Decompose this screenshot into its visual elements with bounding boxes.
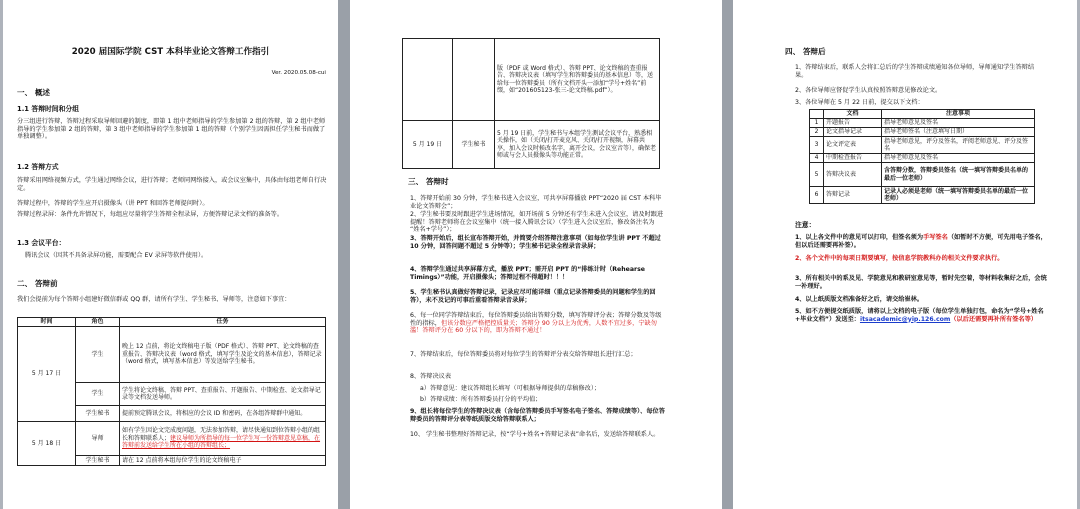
col-header-role: 角色: [76, 318, 120, 327]
role-cell: 导师: [76, 422, 120, 456]
section-3-heading: 三、 答辩时: [408, 177, 449, 186]
list-item: 8、答辩决议表: [410, 373, 452, 380]
col-header-doc: 文档: [824, 110, 882, 119]
role-cell: 学生: [76, 383, 120, 406]
advisor-note-red: 建议导师为所指导的每一位学生写一份答辩意见草稿，在答辩前发送给学生所在小组的答辩组长；: [122, 434, 321, 450]
section-1-1-heading: 1.1 答辩时间和分组: [17, 105, 79, 113]
list-item: 4、答辩学生通过共享屏幕方式，播放 PPT；需开启 PPT 的“排练计时（Rehearse Timings）”功能，开启摄像头；答辩过程不得超时！！！: [410, 266, 645, 281]
note-heading: 注意：: [795, 221, 816, 229]
date-cell: 5 月 18 日: [18, 422, 76, 466]
task-cell: 版（PDF 或 Word 格式）、答辩 PPT、论文终稿的查重报告、答辩决议表（填写学生和答辩委员的基本信息）等，送给每一位答辩委员（所有文档开头一添加“学号+姓名”前缀，如“201605123-张三-论文终稿.pdf”）。: [495, 39, 660, 121]
table-row: 1 开题报告 指导老师意见及签名: [810, 119, 1035, 128]
list-subitem: a）答辩意见：建议答辩组长填写（可根据导师提供的草稿修改）；: [420, 385, 601, 392]
section-1-heading: 一、 概述: [17, 88, 51, 97]
task-cell: 如有学生因论文完成度问题，无法参加答辩，请尽快通知到位答辩小组的组长和答辩联系人；建议导师为所指导的每一位学生写一份答辩意见草稿，在答辩前发送给学生所在小组的答辩组长；: [120, 422, 326, 456]
list-item: 9、组长将每位学生的答辩决议表（含每位答辩委员手写签名电子签名、答辩成绩等）、每位答辩委员的答辩评分表等纸质版交给答辩联系人；: [410, 408, 665, 423]
list-item: 1、答辩结束后，联系人会将汇总后的学生答辩成绩通知各位导师，导师通知学生答辩结果。: [795, 64, 1035, 79]
table-row: 2 论文指导记录 指导老师签名（注意填写日期）: [810, 128, 1035, 137]
col-header-note: 注意事项: [882, 110, 1035, 119]
section-4-heading: 四、 答辩后: [785, 47, 826, 56]
list-item: 2、学生秘书要及时跟进学生进场情况，如开场前 5 分钟还有学生未进入会议室，请及时跟进提醒！答辩老师将在会议室集中（统一接入腾讯会议）（学生进入会议室后，修改备注名为 “姓名+学号”）；: [410, 211, 664, 234]
section-1-2-text-3: 答辩过程录屏：条件允许情况下，每组应尽量将学生答辩全程录屏，方便答辩记录文档的准备等。: [17, 211, 284, 218]
list-item: 3、各位导师在 5 月 22 日前，提交以下文档：: [795, 99, 924, 106]
list-item: 2、各位导师应督促学生认真按照答辩意见修改论文。: [795, 87, 942, 94]
section-1-1-text: 分三组进行答辩，答辩过程采取导师回避的制度，即第 1 组中老师指导的学生参加第 2 组的答辩，第 2 组中老师指导的学生参加第 2 组的答辩，第 3 组中老师指导的学生参加第 1 组的答辩（个别学生因需担任学生秘书而做了单独调整）。: [17, 118, 326, 141]
email-link[interactable]: itsacademic@yip.126.com: [859, 315, 951, 323]
handwritten-signature-red: 手写签名: [923, 234, 948, 241]
task-cell: 请在 12 点前将本组每位学生的论文终稿电子: [120, 456, 326, 466]
role-cell: 学生秘书: [453, 121, 495, 169]
pre-defense-table-continued: [402, 38, 660, 169]
document-page-1: [3, 0, 338, 509]
version-label: Ver. 2020.05.08-cui: [271, 70, 326, 76]
note-item: 4、以上纸质版文档准备好之后，请交给崔林。: [795, 296, 924, 303]
list-item: 1、答辩开始前 30 分钟，学生秘书进入会议室，可共享屏幕播放 PPT“2020 届 CST 本科毕业论文答辩会”；: [410, 195, 662, 210]
table-row: 5 答辩决议表 含答辩分数，答辩委员签名（统一填写答辩委员名单的最后一位老师）: [810, 163, 1035, 187]
role-cell: 学生: [76, 327, 120, 383]
section-2-heading: 二、 答辩前: [17, 279, 58, 288]
list-item: 5、学生秘书认真做好答辩记录，记录应尽可能详细（重点记录答辩委员的问题和学生的回答），未不及记的可事后重看答辩录音录屏；: [410, 289, 656, 304]
date-cell: 5 月 17 日: [18, 327, 76, 422]
col-header-task: 任务: [120, 318, 326, 327]
section-1-2-text-2: 答辩过程中，答辩的学生应开启摄像头（讲 PPT 和回答老师提问时）。: [17, 200, 209, 207]
section-1-3-text: 腾讯会议（因其不具备录屏功能，需要配合 EV 录屏等软件使用）。: [25, 252, 208, 259]
list-item: 6、每一位同学答辩结束后，每位答辩委员给出答辩分数，填写答辩评分表；答辩分数及等级性的指标，但该分数应严格把控质量关；答辩分 90 分以上为优秀，人数不宜过多，宁缺勿滥！答辩评分在 60 分以下的，即为答辩不通过！: [410, 312, 662, 335]
note-item: 1、以上各文件中的意见可以打印，但签名须为手写签名（如暂时不方便，可先用电子签名，但以后还需要再补签）。: [795, 234, 1047, 249]
col-header-time: 时间: [18, 318, 76, 327]
date-cell: 5 月 19 日: [403, 121, 453, 169]
document-page-2: [350, 0, 722, 509]
pre-defense-table: [17, 317, 326, 466]
table-row: 3 论文评定表 指导老师意见，评分及签名，评阅老师意见、评分及签名: [810, 137, 1035, 154]
documents-table: [809, 109, 1035, 204]
note-item: 3、所有相关中的系及见、学院意见和教研室意见等，暂时先空着，等材料收集好之后，会统一补理好。: [795, 275, 1047, 290]
task-cell: 学生将论文终稿、答辩 PPT、查重报告、开题报告、中期检查、论文指导记录等文档发送导师。: [120, 383, 326, 406]
note-item: 2、各个文件中的每项日期要填写，按信息学院教科办的相关文件要求执行。: [795, 255, 1004, 262]
task-cell: 晚上 12 点前，将论文终稿电子版（PDF 格式）、答辩 PPT、论文终稿的查重报告、答辩决议表（word 格式，填写学生及论文的基本信息），答辩记录（word 格式，填写基本信息）等发送给学生秘书。: [120, 327, 326, 383]
table-row: 4 中期检查报告 指导老师意见及签名: [810, 154, 1035, 163]
task-cell: 5 月 19 日前，学生秘书与本组学生测试会议平台，熟悉相关操作，如（关闭/打开麦克风、关闭/打开视频，屏幕共享，加入会议时候改名字，离开会议，会议室音等），确保老师或与会人员摄像头等功能正常。: [495, 121, 660, 169]
document-title: 2020 届国际学院 CST 本科毕业论文答辩工作指引: [71, 47, 270, 57]
col-header-no: [810, 110, 824, 119]
section-1-2-heading: 1.2 答辩方式: [17, 163, 59, 171]
role-cell: 学生秘书: [76, 406, 120, 422]
task-cell: 提前预定腾讯会议，将相应的会议 ID 和密码，在各组答辩群中通知。: [120, 406, 326, 422]
section-2-intro: 我们会提前为每个答辩小组建好微信群或 QQ 群，请所有学生、学生秘书、导师等，注意如下事宜：: [17, 296, 291, 303]
list-item: 10、 学生秘书整理好答辩记录，按“学号+姓名+答辩记录表”命名后，发送给答辩联系人。: [410, 431, 660, 438]
table-row: 6 答辩记录 记录人必须是老师（统一填写答辩委员名单的最后一位老师）: [810, 187, 1035, 204]
list-subitem: b）答辩成绩：所有答辩委员打分的平均值；: [420, 396, 542, 403]
list-item: 3、答辩开始后，组长宣布答辩开始，并简要介绍答辩注意事项（如每位学生讲 PPT 不超过 10 分钟，回答问题不超过 5 分钟等）；学生秘书记录全程录音录屏；: [410, 235, 661, 250]
section-1-2-text-1: 答辩采用网络视频方式，学生通过网络会议，进行答辩；老师同网络接入，或会议室集中，具体由每组老师自行决定。: [17, 177, 327, 192]
document-page-3: [733, 0, 1077, 509]
note-item: 5、如不方便提交纸质版，请将以上文档的电子版（每位学生单独打包，命名为“学号+姓名+毕业文档”）发送至：itsacademic@yip.126.com（以后还需要再补所有签名等）: [795, 308, 1044, 323]
section-1-3-heading: 1.3 会议平台：: [17, 239, 66, 247]
list-item: 7、答辩结束后，每位答辩委员将对每位学生的答辩评分表交给答辩组长进行汇总；: [410, 351, 637, 358]
role-cell: 学生秘书: [76, 456, 120, 466]
grading-warning-red: 但该分数应严格把控质量关；答辩分 90 分以上为优秀，人数不宜过多，宁缺勿滥！答辩评分在 60 分以下的，即为答辩不通过！: [410, 319, 657, 335]
note-red: （以后还需要再补所有签名等）: [950, 315, 1037, 323]
